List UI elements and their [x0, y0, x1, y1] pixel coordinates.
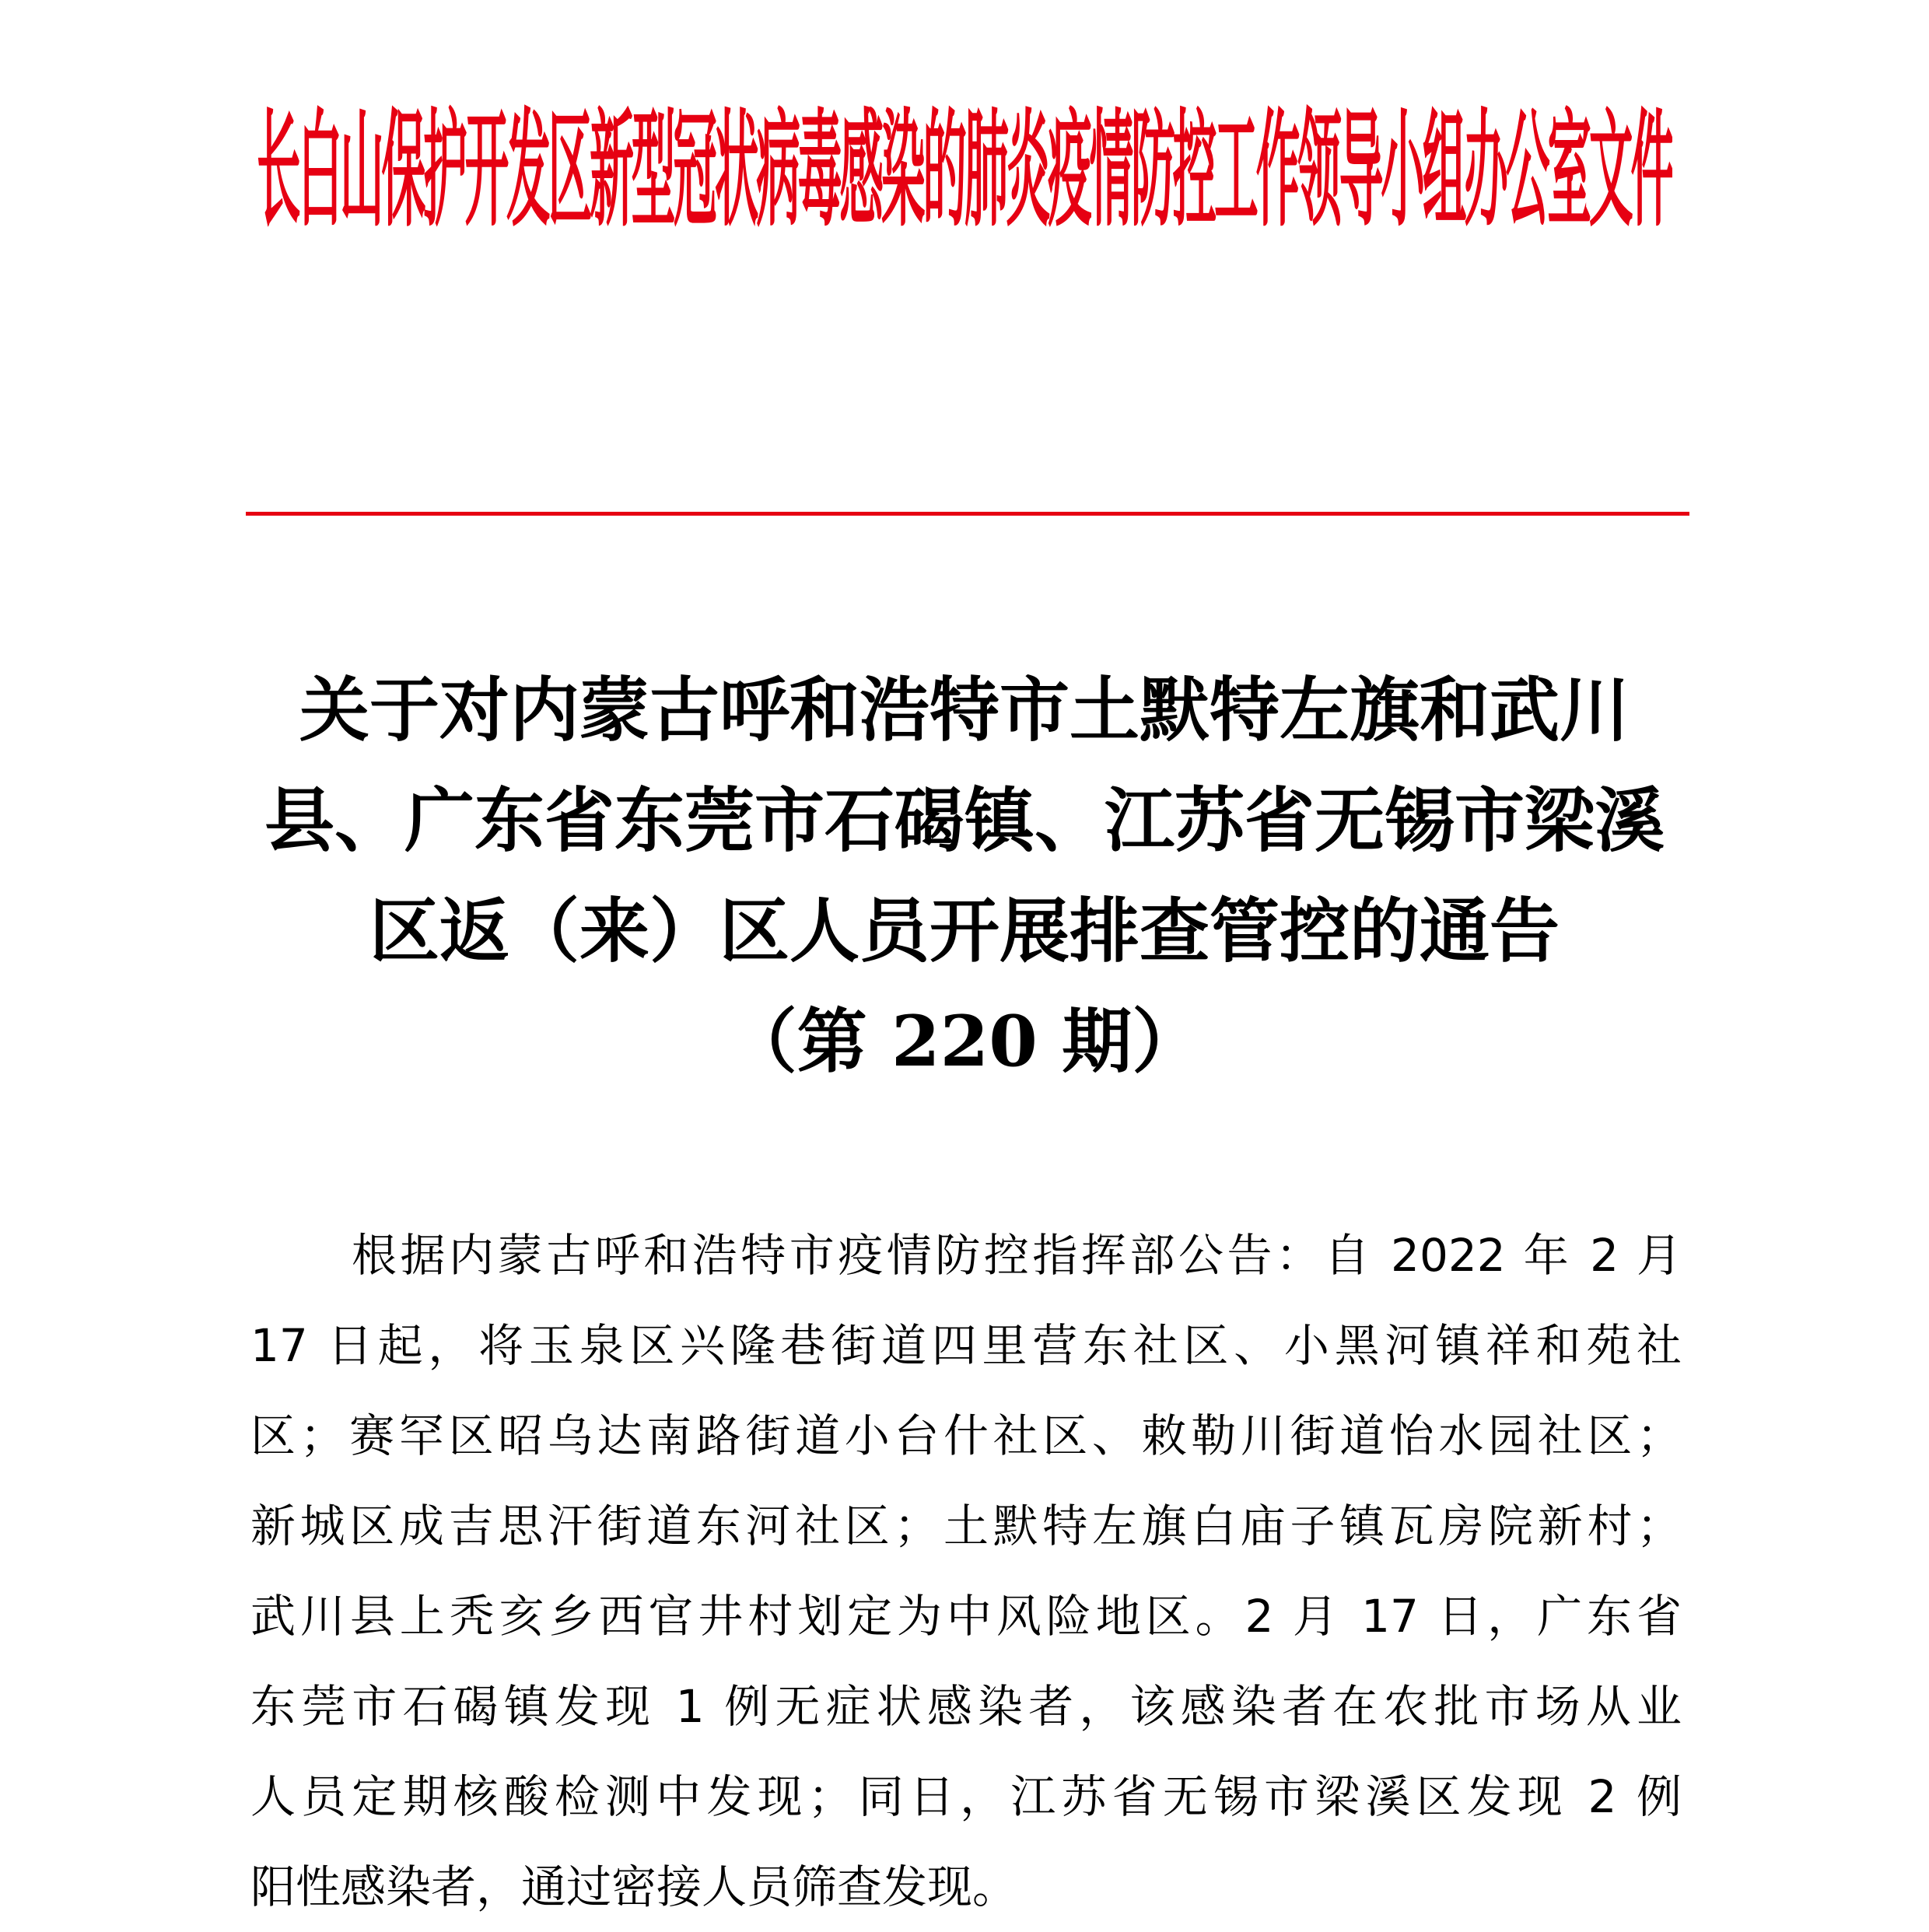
body-line: 阳性感染者，通过密接人员筛查发现。 — [250, 1860, 1018, 1913]
body-line: 人员定期核酸检测中发现；同日，江苏省无锡市梁溪区发现 2 例 — [250, 1770, 1682, 1823]
body-line: 武川县上秃亥乡西官井村划定为中风险地区。2 月 17 日，广东省 — [250, 1590, 1682, 1643]
masthead — [257, 93, 1672, 249]
issue-number: （第 220 期） — [726, 1000, 1203, 1083]
red-divider-rule — [246, 512, 1689, 516]
body-line: 新城区成吉思汗街道东河社区；土默特左旗白庙子镇瓦房院新村； — [250, 1500, 1682, 1552]
body-line: 东莞市石碣镇发现 1 例无症状感染者，该感染者在农批市场从业 — [250, 1680, 1682, 1733]
title-line-1: 关于对内蒙古呼和浩特市土默特左旗和武川 — [299, 669, 1630, 751]
title-line-2: 县、广东省东莞市石碣镇、江苏省无锡市梁溪 — [264, 779, 1665, 862]
body-line: 区；赛罕区昭乌达南路街道小台什社区、敕勒川街道怡水园社区； — [250, 1409, 1682, 1462]
body-line: 17 日起，将玉泉区兴隆巷街道四里营东社区、小黑河镇祥和苑社 — [250, 1319, 1682, 1372]
masthead-title: 长白山保护开发区新型冠状病毒感染的肺炎疫情防控工作领导小组办公室文件 — [257, 97, 1672, 245]
body-paragraph — [250, 1210, 1682, 1932]
notice-title — [257, 655, 1672, 1097]
body-line: 根据内蒙古呼和浩特市疫情防控指挥部公告：自 2022 年 2 月 — [352, 1229, 1682, 1282]
title-line-3: 区返（来）区人员开展排查管控的通告 — [369, 890, 1560, 972]
